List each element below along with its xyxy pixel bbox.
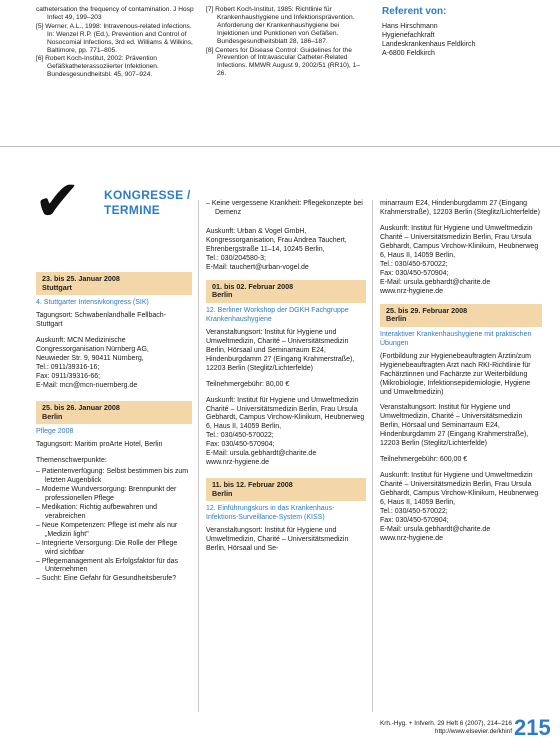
references-col-2 bbox=[206, 6, 364, 79]
event-place: Berlin bbox=[386, 314, 407, 324]
event-info-line: Auskunft: Institut für Hygiene und Umweltmedizin Charité – Universitätsmedizin Berlin, Frau Ursula Gebhardt, Campus Virchow-Klinikum, Heubnerweg 6, Haus II, 14059 Berlin, bbox=[380, 224, 539, 259]
event-venue: Veranstaltungsort: Institut für Hygiene und Umweltmedizin, Charité – Universitätsmedizin Berlin, Hörsaal und Se- bbox=[206, 527, 349, 553]
event-date: 25. bis 26. Januar 2008 bbox=[42, 402, 120, 412]
event-title: 12. Einführungskurs in das Krankenhaus-Infektions-Surveillance-System (KISS) bbox=[206, 505, 335, 522]
event-date: 01. bis 02. Februar 2008 bbox=[212, 281, 294, 291]
event-info-line: E-Mail: ursula.gebhardt@charite.de bbox=[206, 450, 317, 458]
event-date-box bbox=[206, 280, 366, 303]
page-number: 215 bbox=[514, 715, 551, 740]
reference-item: [7] Robert Koch-Institut, 1985: Richtlinie für Krankenhaushygiene und Infektionsprävention. Anforderung der Krankenhaushygiene bei Injektionen und Punktionen von Gefäßen. Bundesgesundheitsblatt 28, 186–187. bbox=[206, 6, 355, 45]
event-info-line: www.nrz-hygiene.de bbox=[380, 534, 444, 542]
event-info-line: Auskunft: Institut für Hygiene und Umweltmedizin Charité – Universitätsmedizin Berlin, Frau Ursula Gebhardt, Campus Virchow-Klinikum, Heubnerweg 6, Haus II, 14059 Berlin, bbox=[206, 396, 365, 431]
topic-item: – Moderne Wundversorgung: Brennpunkt der professionellen Pflege bbox=[36, 485, 177, 502]
journal-citation: Krh.-Hyg. + Infverh. 29 Heft 6 (2007), 214–216 bbox=[380, 720, 512, 727]
event-info-line: Tel.: 0911/39316-16; bbox=[36, 364, 100, 371]
event-place: Berlin bbox=[212, 488, 233, 498]
topic-item: – Keine vergessene Krankheit: Pflegekonzepte bei Demenz bbox=[206, 200, 363, 216]
section-divider bbox=[0, 146, 560, 147]
event-date-box bbox=[380, 304, 542, 327]
event-description: (Fortbildung zur Hygienebeauftragten Ärztin/zum Hygienebeauftragten Arzt nach RKI-Richtlinie für Fachärztinnen und Fachärzte zur Weiterbildung (Mikrobiologie, Infektionsepidemiologie, Hygiene und Umweltmedizin) bbox=[380, 352, 531, 396]
event-fee: Teilnehmergebühr: 600,00 € bbox=[380, 456, 468, 464]
affiliation-line: Hans Hirschmann bbox=[382, 22, 438, 30]
event-info-line: Neuwieder Str. 9, 90411 Nürnberg, bbox=[36, 355, 144, 363]
column-2 bbox=[206, 200, 366, 554]
event-info-line: Auskunft: Urban & Vogel GmbH, Kongressorganisation, Frau Andrea Tauchert, Ehrenbergstraße 11–14, 10245 Berlin, bbox=[206, 227, 347, 253]
event-venue: Veranstaltungsort: Institut für Hygiene und Umweltmedizin, Charité – Universitätsmedizin Berlin, Hörsaal und Seminarraum E24, Hindenburgdamm 27 (Eingang Krahmerstraße), 12203 Berlin (Steglitz/Lichterfelde) bbox=[206, 328, 355, 372]
affiliation-heading: Referent von: bbox=[382, 6, 447, 17]
section-title-line: TERMINE bbox=[104, 203, 161, 218]
topics-heading: Themenschwerpunkte: bbox=[36, 457, 107, 465]
journal-url: http://www.elsevier.de/khinf bbox=[434, 728, 512, 735]
event-title: 12. Berliner Workshop der DGKH Fachgruppe Krankenhaushygiene bbox=[206, 306, 349, 323]
event-info-line: E-Mail: ursula.gebhardt@charite.de bbox=[380, 525, 491, 533]
event-info-line: Tel.: 030/204580-3; bbox=[206, 254, 266, 262]
event-venue: Tagungsort: Schwabenlandhalle Fellbach-Stuttgart bbox=[36, 312, 166, 329]
event-info-line: Fax: 030/450-570904; bbox=[380, 269, 449, 277]
event-title: 4. Stuttgarter Intensivkongress (SIK) bbox=[36, 299, 149, 307]
column-3 bbox=[380, 200, 542, 544]
section-title-line: KONGRESSE / bbox=[104, 188, 191, 202]
event-info-line: Fax: 0911/39316-66; bbox=[36, 372, 101, 380]
topic-item: – Integrierte Versorgung: Die Rolle der Pflege wird sichtbar bbox=[36, 539, 178, 556]
topic-item: – Neue Kompetenzen: Pflege ist mehr als nur „Medizin light" bbox=[36, 521, 178, 538]
reference-item: [8] Centers for Disease Control: Guidelines for the Prevention of Intravascular Catheter-Related Infections. MMWR August 9, 2002/51 (RR10), 1–26. bbox=[206, 46, 360, 78]
event-venue: Tagungsort: Maritim proArte Hotel, Berlin bbox=[36, 441, 163, 449]
reference-item: [5] Werner, A.L., 1998: Intravenous-related infections. In: Wenzel R.P. (Ed.), Prevention and Control of Nosocomial Infections, 3rd ed. Williams & Wilkins, Baltimore, pp. 771–805. bbox=[36, 22, 193, 54]
section-title bbox=[104, 188, 191, 219]
topic-item: – Pflegemanagement als Erfolgsfaktor für das Unternehmen bbox=[36, 557, 179, 574]
event-date: 25. bis 29. Februar 2008 bbox=[386, 305, 468, 315]
event-date: 11. bis 12. Februar 2008 bbox=[212, 480, 293, 490]
event-info-line: Fax: 030/450-570904; bbox=[380, 516, 449, 524]
event-place: Berlin bbox=[42, 411, 63, 421]
event-place: Stuttgart bbox=[42, 282, 72, 292]
event-info-line: Tel.: 030/450-570022; bbox=[380, 508, 448, 516]
reference-item: [6] Robert Koch-Institut, 2002: Prävention Gefäßkatheterassoziierter Infektionen. Bundesgesundheitsbl. 45, 907–924. bbox=[36, 55, 159, 79]
column-rule bbox=[372, 200, 373, 712]
column-1 bbox=[36, 266, 192, 584]
topic-item: – Patientenverfügung: Selbst bestimmen bis zum letzten Augenblick bbox=[36, 468, 189, 484]
event-title: Pflege 2008 bbox=[36, 428, 74, 436]
event-venue: Veranstaltungsort: Institut für Hygiene und Umweltmedizin, Charité – Universitätsmedizin Berlin, Hörsaal und Seminarraum E24, Hindenburgdamm 27 (Eingang Krahmerstraße), 12203 Berlin (Steglitz/Lichterfelde) bbox=[380, 404, 529, 448]
checkmark-icon: ✔ bbox=[34, 169, 81, 234]
footer-citation-block bbox=[362, 720, 512, 736]
column-rule bbox=[198, 200, 199, 712]
event-info-line: www.nrz-hygiene.de bbox=[380, 287, 444, 295]
event-date-box bbox=[36, 272, 192, 295]
event-info-line: Tel.: 030/450-570022; bbox=[206, 432, 274, 440]
reference-item: cathetersation the frequency of contamination. J Hosp Infect 49, 199–203 bbox=[36, 6, 194, 21]
affiliation-line: Hygienefachkraft bbox=[382, 31, 435, 39]
event-info-line: www.nrz-hygiene.de bbox=[206, 459, 270, 467]
event-title: Interaktiver Krankenhaushygiene mit praktischen Übungen bbox=[380, 330, 532, 347]
author-affiliation bbox=[382, 6, 542, 59]
affiliation-line: Landeskrankenhaus Feldkirch bbox=[382, 40, 476, 48]
topic-item: – Sucht: Eine Gefahr für Gesundheitsberufe? bbox=[36, 575, 177, 583]
affiliation-line: A-6800 Feldkirch bbox=[382, 49, 435, 57]
event-info-line: Fax: 030/450-570904; bbox=[206, 441, 275, 449]
event-date-box bbox=[36, 401, 192, 424]
event-date: 23. bis 25. Januar 2008 bbox=[42, 274, 120, 283]
event-date-box bbox=[206, 478, 366, 501]
event-info-line: E-Mail: tauchert@urban-vogel.de bbox=[206, 263, 309, 271]
topic-item: – Medikation: Richtig aufbewahren und verabreichen bbox=[36, 503, 158, 520]
event-place: Berlin bbox=[212, 290, 233, 300]
event-venue: minarraum E24, Hindenburgdamm 27 (Eingang Krahmerstraße), 12203 Berlin (Steglitz/Lichterfelde) bbox=[380, 200, 540, 216]
event-info-line: E-Mail: ursula.gebhardt@charite.de bbox=[380, 278, 491, 286]
references-col-1 bbox=[36, 6, 194, 80]
event-info-line: Auskunft: MCN Medizinische Congressorganisation Nürnberg AG, bbox=[36, 337, 149, 354]
event-info-line: E-Mail: mcn@mcn-nuernberg.de bbox=[36, 381, 138, 389]
event-info-line: Tel.: 030/450-570022; bbox=[380, 260, 448, 268]
event-info-line: Auskunft: Institut für Hygiene und Umweltmedizin Charité – Universitätsmedizin Berlin, Frau Ursula Gebhardt, Campus Virchow-Klinikum, Heubnerweg 6, Haus II, 14059 Berlin, bbox=[380, 472, 539, 507]
event-fee: Teilnehmergebühr: 80,00 € bbox=[206, 380, 290, 388]
